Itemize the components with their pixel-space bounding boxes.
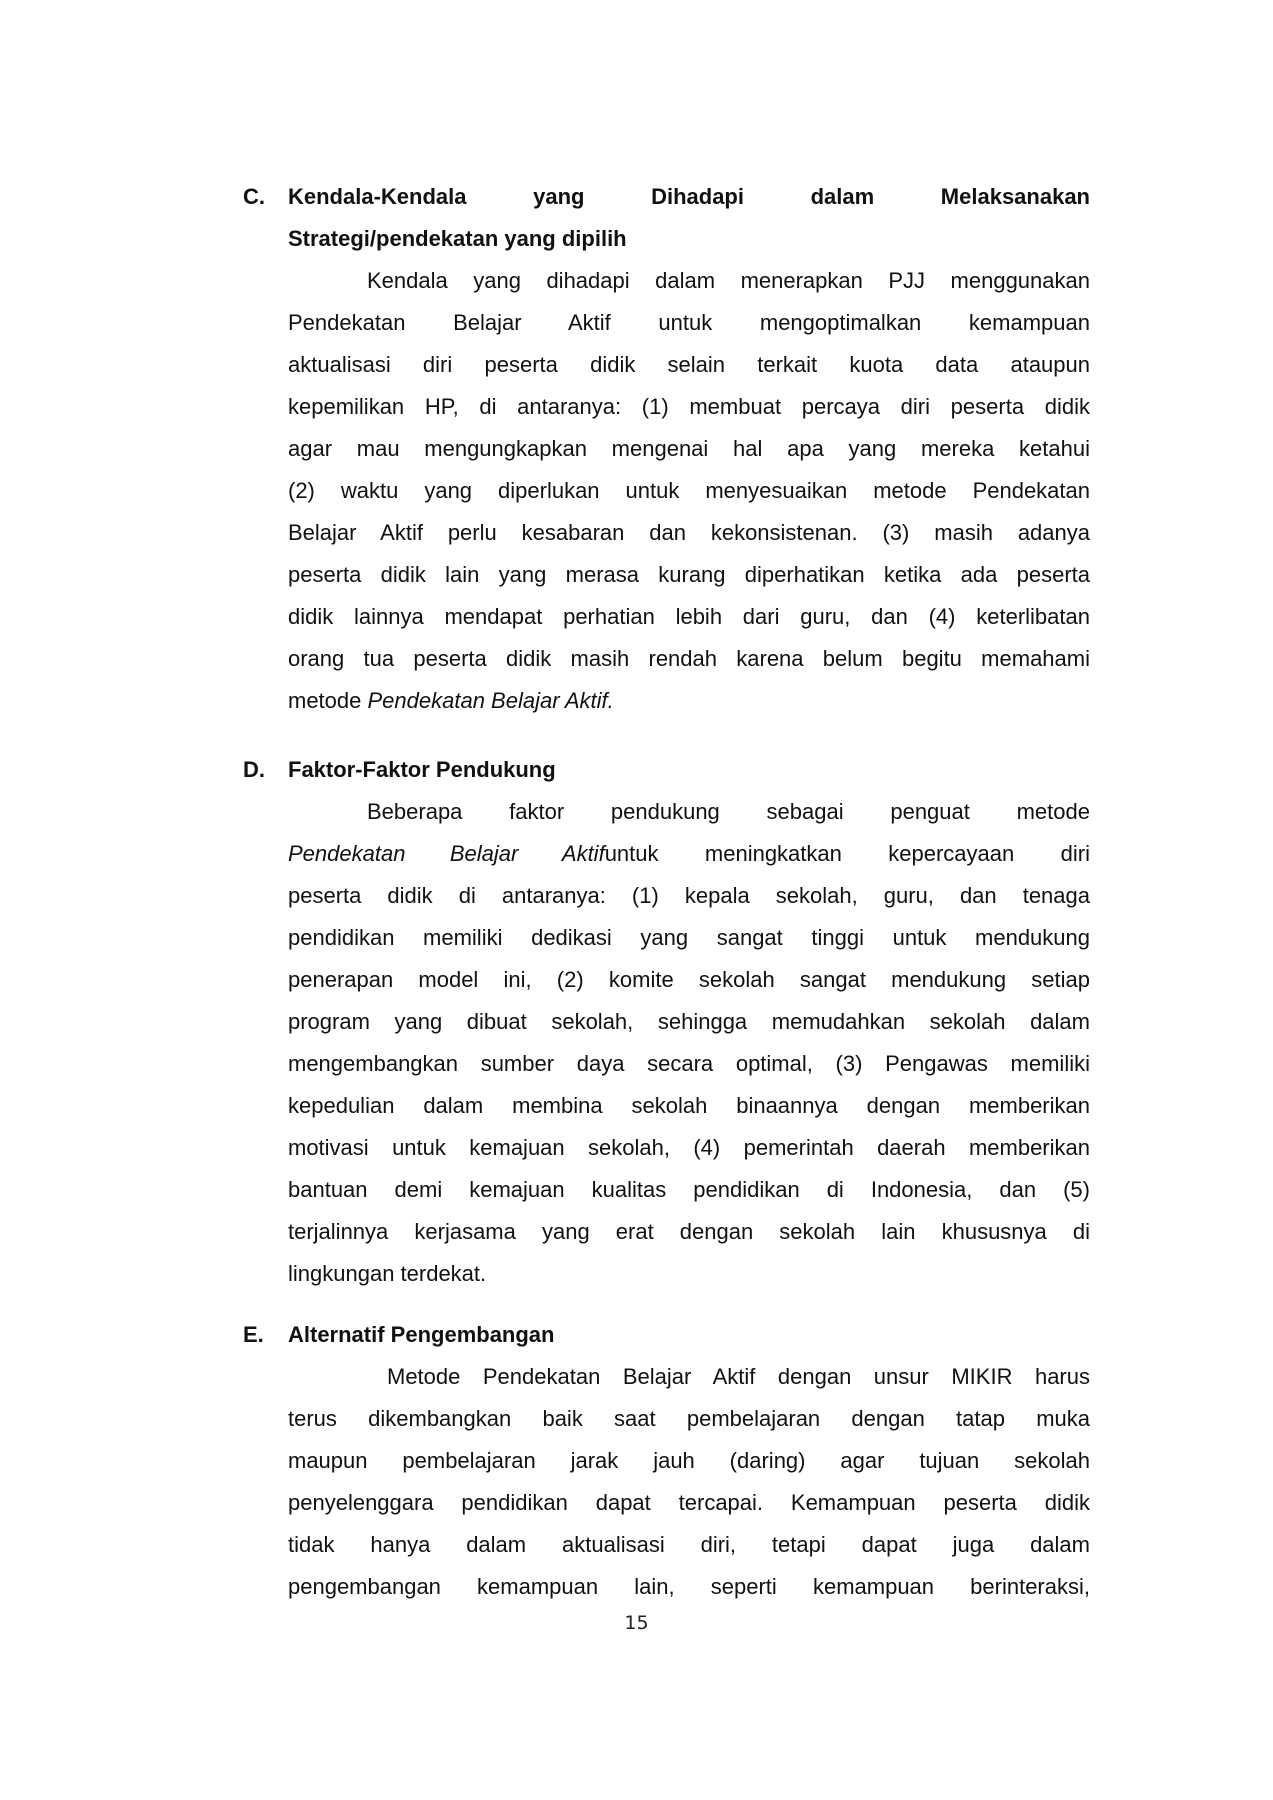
paragraph-line: Pendekatan Belajar Aktif untuk mengoptimalkan kemampuan [288, 310, 1090, 335]
paragraph-line: Kendala yang dihadapi dalam menerapkan PJJ menggunakan [367, 268, 1090, 293]
section-d [243, 749, 1090, 1295]
title-word: yang [533, 184, 585, 209]
paragraph-line: mengembangkan sumber daya secara optimal, (3) Pengawas memiliki [288, 1051, 1090, 1076]
page-number: 15 [624, 1612, 649, 1634]
section-d-title: Faktor-Faktor Pendukung [288, 757, 556, 782]
paragraph-line: didik lainnya mendapat perhatian lebih dari guru, dan (4) keterlibatan [288, 604, 1090, 629]
paragraph-line: program yang dibuat sekolah, sehingga memudahkan sekolah dalam [288, 1009, 1090, 1034]
section-e-title: Alternatif Pengembangan [288, 1322, 555, 1347]
title-word: Melaksanakan [940, 184, 1090, 209]
paragraph-line [288, 833, 1090, 875]
paragraph-line: pendidikan memiliki dedikasi yang sangat tinggi untuk mendukung [288, 925, 1090, 950]
section-c [243, 176, 1090, 722]
paragraph-line: maupun pembelajaran jarak jauh (daring) agar tujuan sekolah [288, 1448, 1090, 1473]
section-d-body [288, 791, 1090, 1295]
section-c-title-line1 [288, 176, 1090, 218]
italic-term: Pendekatan Belajar Aktif. [367, 688, 614, 713]
paragraph-line: lingkungan terdekat. [288, 1261, 487, 1286]
italic-term: Pendekatan Belajar Aktif [288, 841, 605, 866]
paragraph-line: aktualisasi diri peserta didik selain terkait kuota data ataupun [288, 352, 1090, 377]
paragraph-line: tidak hanya dalam aktualisasi diri, tetapi dapat juga dalam [288, 1532, 1090, 1557]
section-e-body [288, 1356, 1090, 1608]
paragraph-line: (2) waktu yang diperlukan untuk menyesuaikan metode Pendekatan [288, 478, 1090, 503]
paragraph-line: kepemilikan HP, di antaranya: (1) membuat percaya diri peserta didik [288, 394, 1090, 419]
section-c-body [288, 260, 1090, 722]
title-word: dalam [810, 184, 875, 209]
text: metode [288, 688, 368, 713]
title-word: Dihadapi [651, 184, 744, 209]
section-c-heading [243, 176, 1090, 260]
section-d-label: D. [243, 757, 265, 782]
paragraph-line: terus dikembangkan baik saat pembelajaran dengan tatap muka [288, 1406, 1090, 1431]
paragraph-line: peserta didik lain yang merasa kurang diperhatikan ketika ada peserta [288, 562, 1090, 587]
paragraph-line: kepedulian dalam membina sekolah binaannya dengan memberikan [288, 1093, 1090, 1118]
paragraph-line: pengembangan kemampuan lain, seperti kemampuan berinteraksi, [288, 1574, 1090, 1599]
section-e-label: E. [243, 1322, 264, 1347]
section-e-heading [243, 1314, 1090, 1356]
paragraph-line: penyelenggara pendidikan dapat tercapai. Kemampuan peserta didik [288, 1490, 1090, 1515]
section-d-heading [243, 749, 1090, 791]
section-e [243, 1314, 1090, 1608]
paragraph-line: orang tua peserta didik masih rendah karena belum begitu memahami [288, 646, 1090, 671]
paragraph-line: Metode Pendekatan Belajar Aktif dengan unsur MIKIR harus [387, 1364, 1090, 1389]
paragraph-line [288, 680, 1090, 722]
paragraph-line: Belajar Aktif perlu kesabaran dan kekonsistenan. (3) masih adanya [288, 520, 1090, 545]
paragraph-line: terjalinnya kerjasama yang erat dengan sekolah lain khususnya di [288, 1219, 1090, 1244]
paragraph-line: peserta didik di antaranya: (1) kepala sekolah, guru, dan tenaga [288, 883, 1090, 908]
title-word: Kendala-Kendala [288, 184, 467, 209]
section-c-label: C. [243, 184, 265, 209]
paragraph-line: bantuan demi kemajuan kualitas pendidikan di Indonesia, dan (5) [288, 1177, 1090, 1202]
paragraph-line: Beberapa faktor pendukung sebagai penguat metode [367, 799, 1090, 824]
text: untuk meningkatkan kepercayaan diri [604, 841, 1090, 866]
paragraph-line: penerapan model ini, (2) komite sekolah sangat mendukung setiap [288, 967, 1090, 992]
paragraph-line: motivasi untuk kemajuan sekolah, (4) pemerintah daerah memberikan [288, 1135, 1090, 1160]
paragraph-line: agar mau mengungkapkan mengenai hal apa yang mereka ketahui [288, 436, 1090, 461]
section-c-title-line2: Strategi/pendekatan yang dipilih [288, 226, 627, 251]
